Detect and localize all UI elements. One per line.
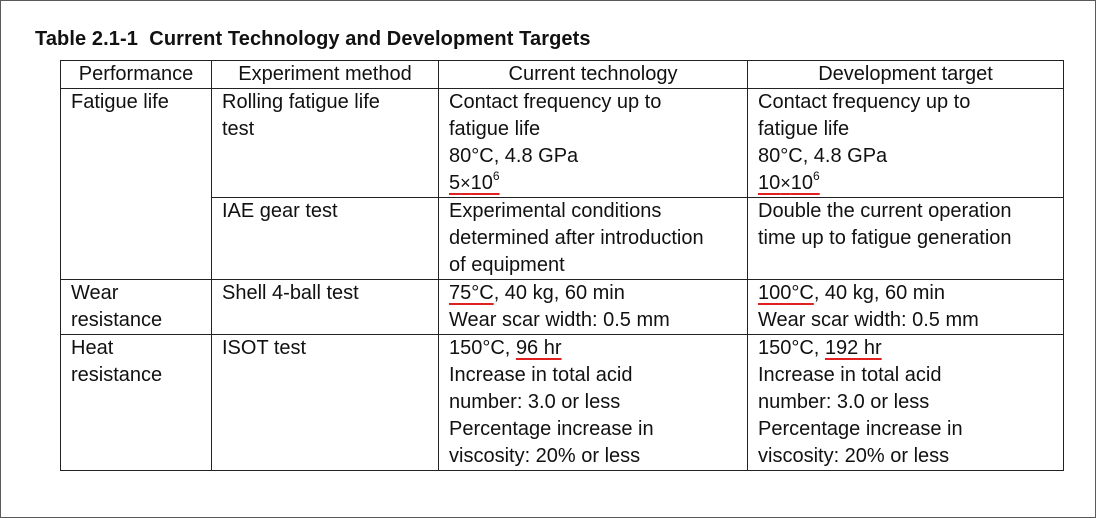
temp-target: 100°C [758,282,814,304]
temp-current: 75°C [449,282,494,304]
cell-performance-fatigue: Fatigue life [61,89,212,280]
table-row [61,89,1064,198]
header-row [61,61,1064,89]
cycles-value: $5\times 10^6$ [449,169,500,194]
cell-method-wear: Shell 4-ball test [212,280,439,335]
header-performance: Performance [61,61,212,89]
time-current: 96 hr [515,337,562,359]
cell-current-rolling: Contact frequency up to fatigue life 80°C, 4.8 GPa $5\times 10^6$ [439,89,748,198]
header-method: Experiment method [212,61,439,89]
cell-current-iae: Experimental conditions determined after introduction of equipment [439,198,748,280]
table-row [61,198,1064,280]
cell-method-iae: IAE gear test [212,198,439,280]
cell-method-heat: ISOT test [212,335,439,471]
targets-table [60,60,1064,471]
time-target: 192 hr [824,337,882,359]
cell-target-heat: 150°C, 192 hr Increase in total acid number: 3.0 or less Percentage increase in viscosity: 20% or less [748,335,1064,471]
cell-target-rolling: Contact frequency up to fatigue life 80°C, 4.8 GPa $10\times 10^6$ [748,89,1064,198]
table-caption: Table 2.1-1 Current Technology and Development Targets [35,28,591,50]
cell-method-rolling: Rolling fatigue life test [212,89,439,198]
cycles-target-value: $10\times 10^6$ [758,169,820,194]
cell-current-heat: 150°C, 96 hr Increase in total acid number: 3.0 or less Percentage increase in viscosity: 20% or less [439,335,748,471]
cell-target-wear: 100°C, 40 kg, 60 min Wear scar width: 0.5 mm [748,280,1064,335]
cell-performance-heat: Heat resistance [61,335,212,471]
header-current: Current technology [439,61,748,89]
table-row [61,280,1064,335]
cell-current-wear: 75°C, 40 kg, 60 min Wear scar width: 0.5 mm [439,280,748,335]
cell-performance-wear: Wear resistance [61,280,212,335]
header-target: Development target [748,61,1064,89]
cell-target-iae: Double the current operation time up to fatigue generation [748,198,1064,280]
table-row [61,335,1064,471]
